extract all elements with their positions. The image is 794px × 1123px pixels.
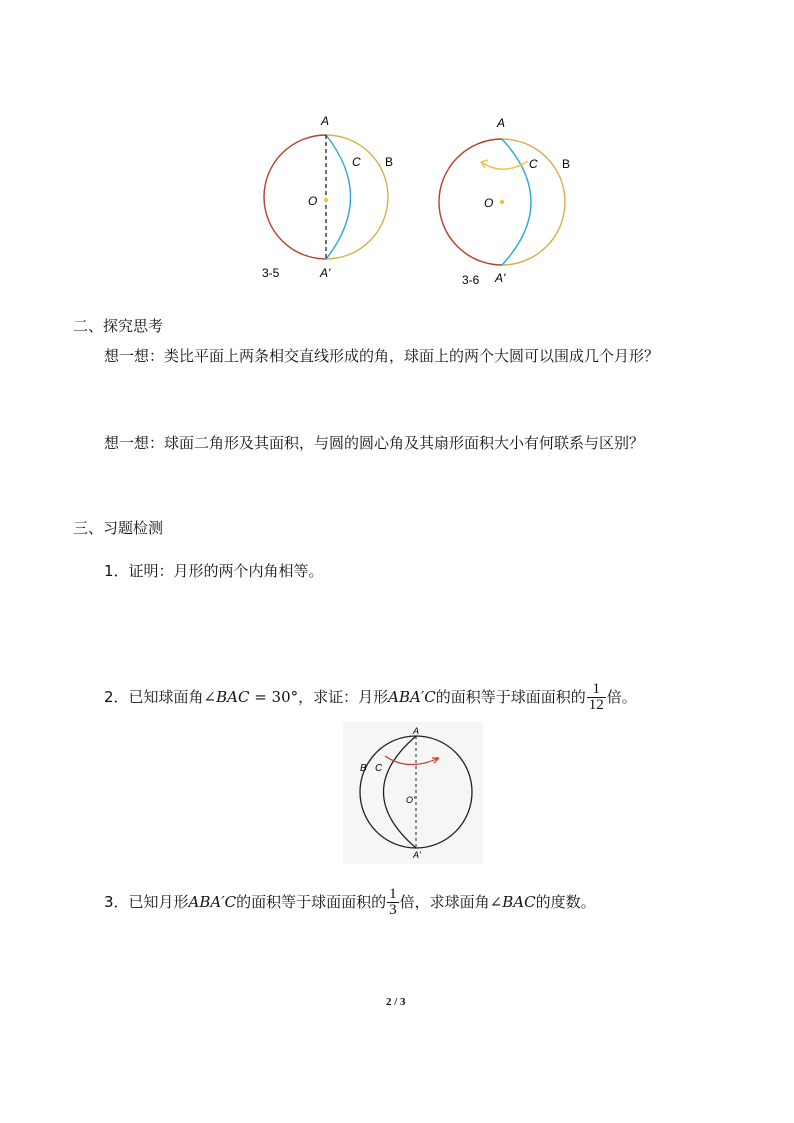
rotation-arrow — [481, 161, 528, 169]
figure-3-6 — [425, 105, 585, 290]
center-point — [500, 200, 504, 204]
section2-heading: 二、探究思考 — [73, 317, 164, 335]
exercise-1: 1．证明：月形的两个内角相等。 — [104, 562, 324, 580]
figure-caption: 3-5 — [262, 266, 280, 280]
label-B: B — [385, 155, 394, 169]
label-A-prime: A' — [413, 850, 421, 860]
section2-question-2: 想一想：球面二角形及其面积，与圆的圆心角及其扇形面积大小有何联系与区别？ — [104, 434, 645, 452]
figure-caption: 3-6 — [462, 273, 480, 287]
fraction-numerator: 1 — [389, 886, 397, 902]
label-A-prime: A' — [495, 271, 506, 285]
exercise-2-prefix: 2．已知球面角 — [104, 688, 204, 706]
fraction-denominator: 3 — [389, 902, 397, 918]
exercise-2-mid2: 的面积等于球面面积的 — [435, 688, 586, 706]
sphere-lune-figure — [343, 722, 483, 864]
label-A-prime: A' — [320, 266, 331, 280]
exercise-3-mid: 的面积等于球面面积的 — [236, 893, 387, 911]
fraction-one-twelfth — [587, 682, 606, 713]
section2-question-1: 想一想：类比平面上两条相交直线形成的角，球面上的两个大圆可以围成几个月形？ — [104, 347, 660, 365]
label-C: C — [529, 157, 538, 171]
blue-arc — [502, 139, 531, 265]
section3-heading: 三、习题检测 — [73, 519, 164, 537]
label-O: O' — [406, 795, 415, 805]
lune-name: ABA′C — [188, 893, 237, 911]
exercise-3-mid2: 倍，求球面角 — [399, 893, 490, 911]
exercise-3-suffix: 的度数。 — [535, 893, 596, 911]
blue-arc — [326, 135, 351, 259]
figure-3-5 — [250, 105, 410, 290]
fraction-denominator: 12 — [588, 697, 604, 713]
label-A: A — [413, 726, 420, 736]
label-B: B — [360, 763, 367, 774]
yellow-semicircle — [326, 135, 388, 259]
label-C: C — [375, 763, 383, 774]
fraction-one-third — [387, 887, 399, 918]
angle-bac: ∠BAC — [489, 893, 536, 911]
exercise-2 — [104, 679, 637, 715]
label-C: C — [352, 155, 361, 169]
label-B: B — [562, 157, 571, 171]
angle-bac: ∠BAC — [203, 688, 250, 706]
angle-value: = 30° — [249, 688, 299, 706]
label-O: O — [308, 194, 318, 208]
exercise-3 — [104, 884, 596, 920]
fraction-numerator: 1 — [587, 682, 606, 698]
label-A: A — [321, 114, 330, 128]
label-A: A — [497, 116, 506, 130]
exercise-2-suffix: 倍。 — [606, 688, 637, 706]
lune-name: ABA′C — [388, 688, 436, 706]
label-O: O — [484, 196, 494, 210]
center-point — [324, 198, 328, 202]
page-number: 2 / 3 — [386, 996, 406, 1008]
exercise-2-mid: ，求证：月形 — [298, 688, 389, 706]
exercise-3-prefix: 3．已知月形 — [104, 893, 189, 911]
